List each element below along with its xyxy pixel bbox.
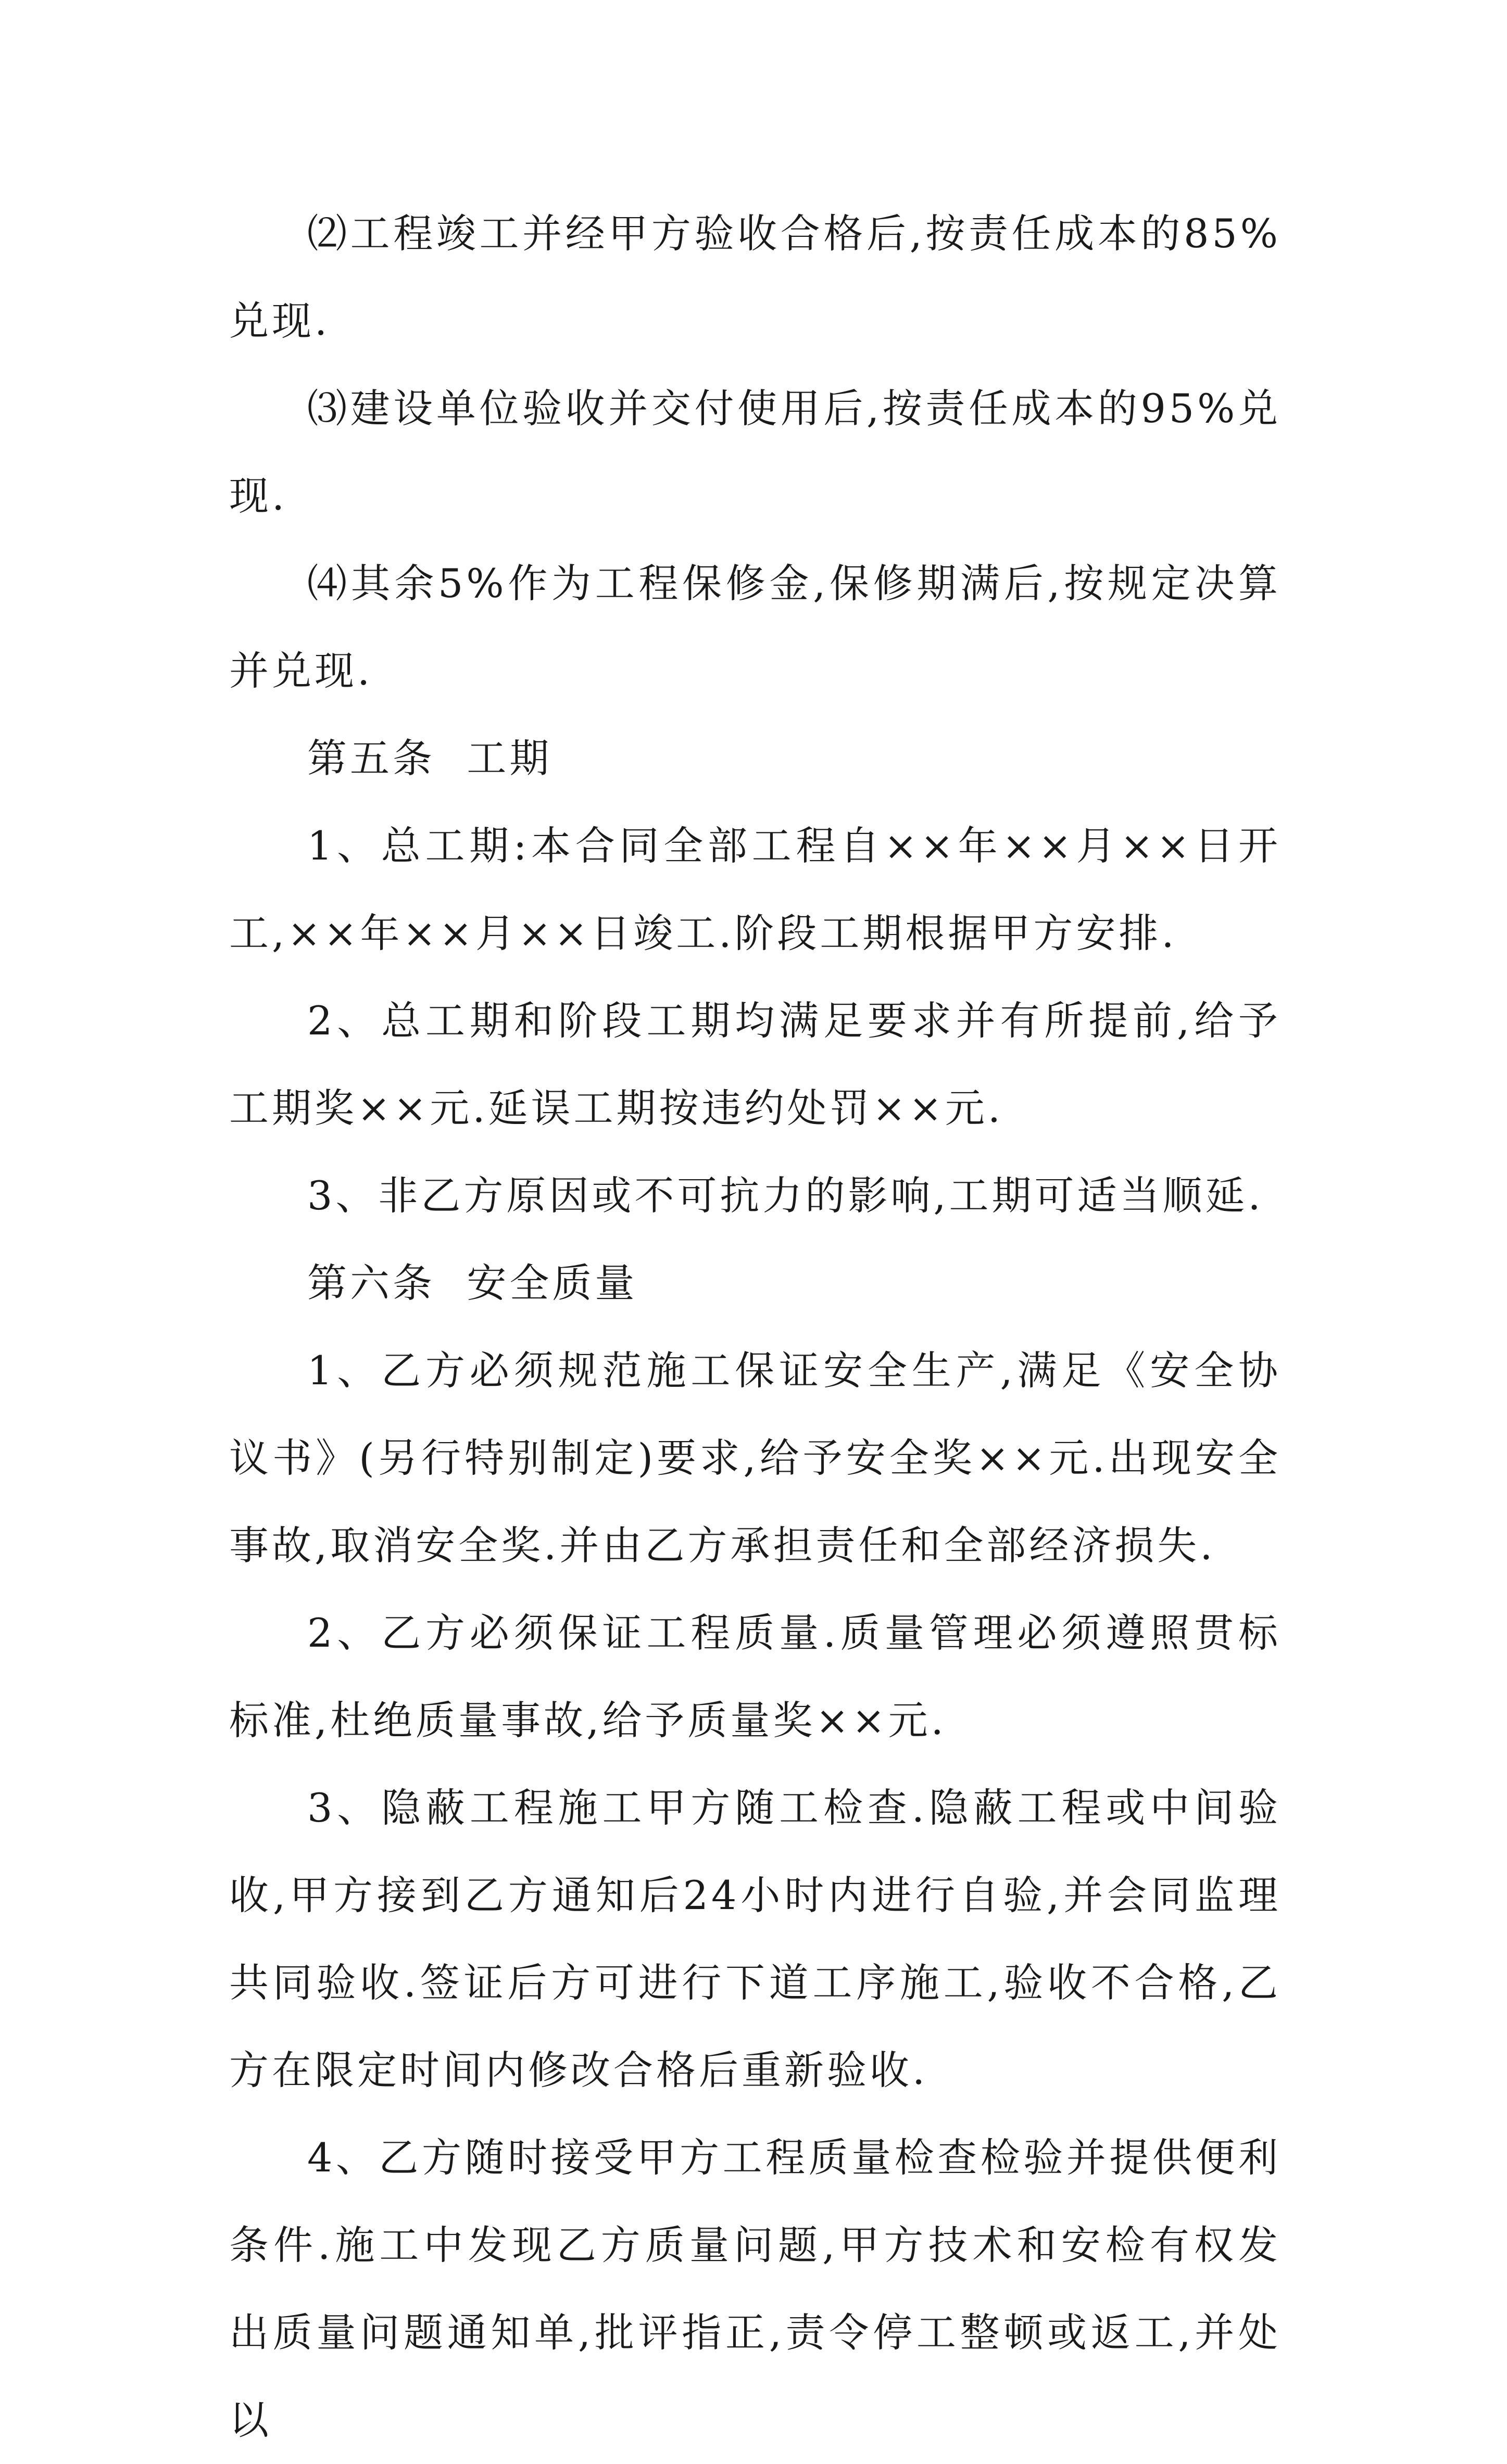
- document-body: [229, 190, 1281, 2464]
- clause-4-item-2: ⑵工程竣工并经甲方验收合格后,按责任成本的85%兑现.: [229, 210, 1281, 344]
- clause-6-item-2: 2、乙方必须保证工程质量.质量管理必须遵照贯标标准,杜绝质量事故,给予质量奖××元.: [229, 1610, 1281, 1743]
- clause-4-item-3: ⑶建设单位验收并交付使用后,按责任成本的95%兑现.: [229, 385, 1281, 519]
- clause-4-item-4: ⑷其余5%作为工程保修金,保修期满后,按规定决算并兑现.: [229, 560, 1281, 694]
- clause-6-item-3: 3、隐蔽工程施工甲方随工检查.隐蔽工程或中间验收,甲方接到乙方通知后24小时内进行自验,并会同监理共同验收.签证后方可进行下道工序施工,验收不合格,乙方在限定时间内修改合格后重新验收.: [229, 1785, 1281, 2093]
- clause-5-heading: 第五条 工期: [307, 735, 552, 781]
- clause-6-item-4: 4、乙方随时接受甲方工程质量检查检验并提供便利条件.施工中发现乙方质量问题,甲方技术和安检有权发出质量问题通知单,批评指正,责令停工整顿或返工,并处以: [229, 2134, 1281, 2443]
- clause-5-item-1: 1、总工期:本合同全部工程自××年××月××日开工,××年××月××日竣工.阶段工期根据甲方安排.: [229, 823, 1281, 956]
- clause-5-item-2: 2、总工期和阶段工期均满足要求并有所提前,给予工期奖××元.延误工期按违约处罚××元.: [229, 997, 1281, 1131]
- clause-5-item-3: 3、非乙方原因或不可抗力的影响,工期可适当顺延.: [307, 1172, 1264, 1219]
- clause-6-item-1: 1、乙方必须规范施工保证安全生产,满足《安全协议书》(另行特别制定)要求,给予安全奖××元.出现安全事故,取消安全奖.并由乙方承担责任和全部经济损失.: [229, 1347, 1281, 1569]
- clause-6-heading: 第六条 安全质量: [307, 1260, 638, 1306]
